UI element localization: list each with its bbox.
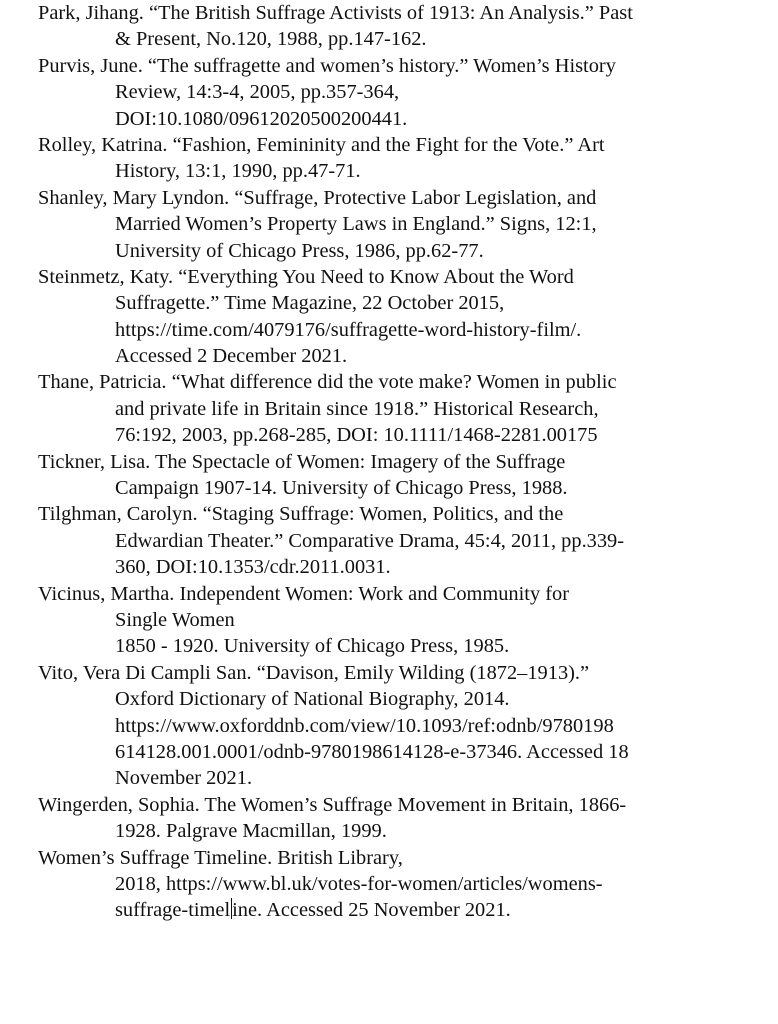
text-before-cursor: suffrage-timel <box>115 899 231 922</box>
entry-line: https://time.com/4079176/suffragette-word-history-film/. <box>115 318 582 341</box>
entry-line: 1928. Palgrave Macmillan, 1999. <box>115 820 387 843</box>
bibliography-entry-park <box>38 0 768 53</box>
entry-line: Single Women <box>115 608 235 631</box>
entry-line: 76:192, 2003, pp.268-285, DOI: 10.1111/1468-2281.00175 <box>115 424 598 447</box>
bibliography-entry-thane <box>38 369 768 448</box>
entry-line: Wingerden, Sophia. The Women’s Suffrage Movement in Britain, 1866- <box>38 793 627 816</box>
entry-line-with-cursor <box>38 897 768 923</box>
entry-line: Vito, Vera Di Campli San. “Davison, Emily Wilding (1872–1913).” <box>38 661 590 684</box>
bibliography-entry-vicinus <box>38 581 768 660</box>
bibliography-entry-rolley <box>38 132 768 185</box>
bibliography-entry-tickner <box>38 449 768 502</box>
entry-line: DOI:10.1080/09612020500200441. <box>115 107 408 130</box>
bibliography-entry-shanley <box>38 185 768 264</box>
entry-line: 360, DOI:10.1353/cdr.2011.0031. <box>115 556 391 579</box>
entry-line: Thane, Patricia. “What difference did the vote make? Women in public <box>38 371 617 394</box>
entry-line: Tilghman, Carolyn. “Staging Suffrage: Women, Politics, and the <box>38 503 564 526</box>
bibliography-entry-vito <box>38 660 768 792</box>
bibliography-entry-steinmetz <box>38 264 768 370</box>
entry-line: Shanley, Mary Lyndon. “Suffrage, Protective Labor Legislation, and <box>38 186 597 209</box>
entry-line: Accessed 2 December 2021. <box>115 345 348 368</box>
entry-line: University of Chicago Press, 1986, pp.62-77. <box>115 239 484 262</box>
bibliography-entry-british-library <box>38 845 768 924</box>
entry-line: Suffragette.” Time Magazine, 22 October 2015, <box>115 292 505 315</box>
entry-line: Park, Jihang. “The British Suffrage Activists of 1913: An Analysis.” Past <box>38 2 633 24</box>
entry-line: and private life in Britain since 1918.” Historical Research, <box>115 397 599 420</box>
entry-line: & Present, No.120, 1988, pp.147-162. <box>115 28 427 51</box>
entry-line: History, 13:1, 1990, pp.47-71. <box>115 160 361 183</box>
bibliography-entry-wingerden <box>38 792 768 845</box>
entry-line: Purvis, June. “The suffragette and women’s history.” Women’s History <box>38 54 616 77</box>
entry-line: Steinmetz, Katy. “Everything You Need to Know About the Word <box>38 265 574 288</box>
entry-line: Rolley, Katrina. “Fashion, Femininity and the Fight for the Vote.” Art <box>38 133 605 156</box>
entry-line: Tickner, Lisa. The Spectacle of Women: Imagery of the Suffrage <box>38 450 566 473</box>
text-after-cursor: ine. Accessed 25 November 2021. <box>232 899 511 922</box>
entry-line: https://www.oxforddnb.com/view/10.1093/ref:odnb/9780198 <box>115 714 614 737</box>
entry-line: 1850 - 1920. University of Chicago Press, 1985. <box>115 635 510 658</box>
entry-line: Edwardian Theater.” Comparative Drama, 45:4, 2011, pp.339- <box>115 529 625 552</box>
entry-line: Vicinus, Martha. Independent Women: Work and Community for <box>38 582 570 605</box>
entry-line: 614128.001.0001/odnb-9780198614128-e-37346. Accessed 18 <box>115 740 629 763</box>
entry-line: 2018, https://www.bl.uk/votes-for-women/articles/womens- <box>115 872 603 895</box>
bibliography-entry-tilghman <box>38 501 768 580</box>
document-page[interactable] <box>38 0 768 924</box>
entry-line: Married Women’s Property Laws in England.” Signs, 12:1, <box>115 213 597 236</box>
entry-line: November 2021. <box>115 767 253 790</box>
entry-line: Oxford Dictionary of National Biography, 2014. <box>115 688 510 711</box>
entry-line: Campaign 1907-14. University of Chicago Press, 1988. <box>115 477 568 500</box>
bibliography-entry-purvis <box>38 53 768 132</box>
entry-line: Women’s Suffrage Timeline. British Library, <box>38 846 403 869</box>
entry-line: Review, 14:3-4, 2005, pp.357-364, <box>115 81 400 104</box>
